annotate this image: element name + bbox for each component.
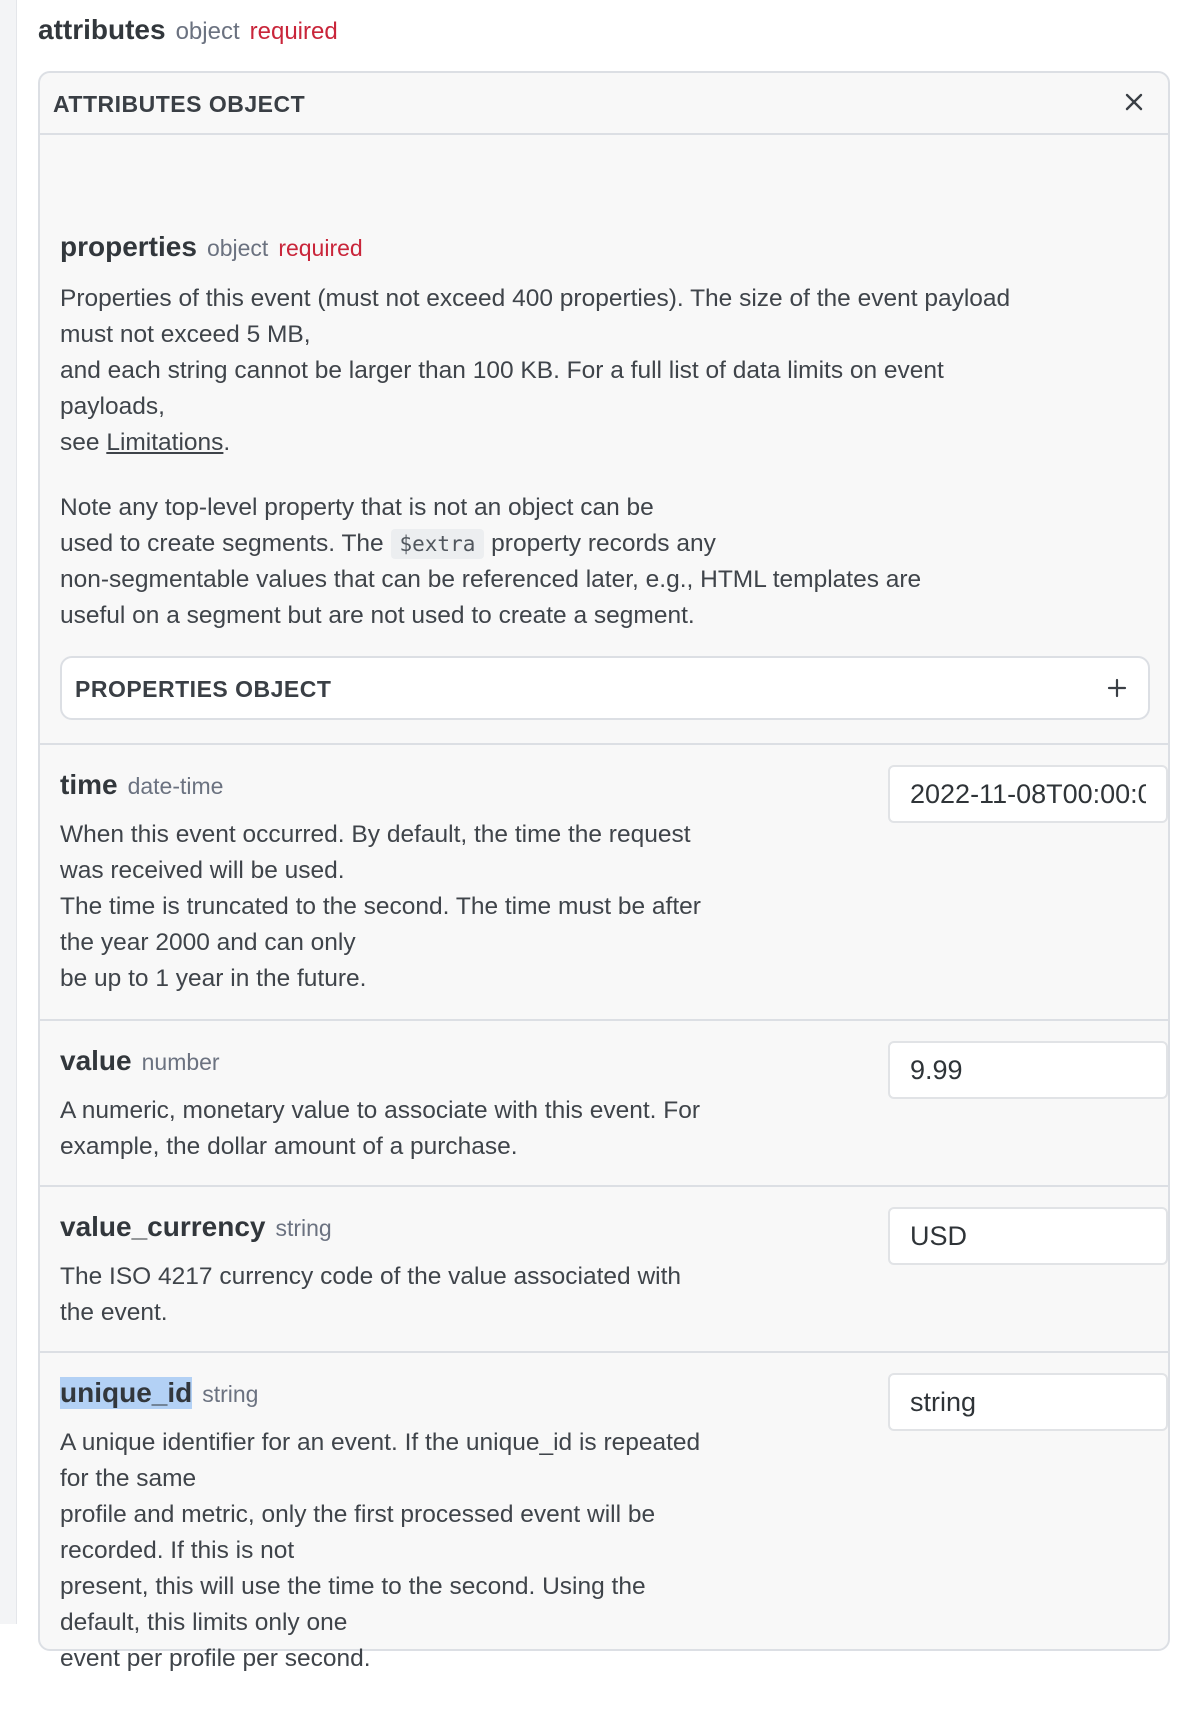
- see-prefix: see: [60, 429, 107, 456]
- desc-line: When this event occurred. By default, the time the request: [60, 821, 691, 848]
- desc-line: present, this will use the time to the second. Using the: [60, 1573, 646, 1600]
- value-currency-description: [60, 1259, 681, 1331]
- value-currency-section: [40, 1187, 1168, 1353]
- desc-line-see: [60, 425, 1010, 461]
- time-field-name: time: [60, 769, 118, 800]
- attributes-header: [38, 14, 338, 46]
- desc-line: was received will be used.: [60, 857, 345, 884]
- time-field-type: date-time: [127, 773, 224, 799]
- desc-line: The ISO 4217 currency code of the value associated with: [60, 1263, 682, 1290]
- desc-line: example, the dollar amount of a purchase.: [60, 1133, 518, 1160]
- time-description: [60, 817, 701, 997]
- value-currency-field-type: string: [275, 1215, 332, 1241]
- desc-line: be up to 1 year in the future.: [60, 965, 367, 992]
- value-field-type: number: [141, 1049, 220, 1075]
- close-icon[interactable]: [1120, 88, 1148, 116]
- properties-object-title: PROPERTIES OBJECT: [75, 676, 332, 702]
- attributes-object-panel: [38, 71, 1170, 1672]
- properties-required-badge: required: [278, 235, 363, 261]
- properties-field-name: properties: [60, 231, 197, 262]
- properties-section: [40, 135, 1168, 745]
- attributes-field-name: attributes: [38, 14, 166, 45]
- desc-line: must not exceed 5 MB,: [60, 321, 311, 348]
- value-currency-field-name: value_currency: [60, 1211, 266, 1242]
- attributes-field-type: object: [175, 18, 240, 45]
- see-suffix: .: [223, 429, 231, 456]
- value-field-name: value: [60, 1045, 132, 1076]
- time-header: [60, 769, 223, 801]
- desc-line: profile and metric, only the first processed event will be: [60, 1501, 656, 1528]
- desc-line: the event.: [60, 1299, 168, 1326]
- value-input[interactable]: [888, 1041, 1168, 1099]
- note-line: [60, 526, 921, 562]
- properties-description: [60, 281, 1010, 461]
- attributes-required-badge: required: [249, 18, 338, 45]
- properties-field-type: object: [206, 235, 269, 261]
- value-header: [60, 1045, 220, 1077]
- desc-line: for the same: [60, 1465, 197, 1492]
- properties-object-toggle[interactable]: [60, 656, 1150, 720]
- desc-line: A unique identifier for an event. If the unique_id is repeated: [60, 1429, 701, 1456]
- desc-line: recorded. If this is not: [60, 1537, 295, 1564]
- note-text: property records any: [484, 530, 716, 557]
- unique-id-field-type: string: [202, 1381, 259, 1407]
- note-line: non-segmentable values that can be referenced later, e.g., HTML templates are: [60, 566, 922, 593]
- note-line: Note any top-level property that is not an object can be: [60, 494, 654, 521]
- attributes-object-header: [40, 73, 1168, 135]
- value-description: [60, 1093, 700, 1165]
- desc-line: default, this limits only one: [60, 1609, 348, 1636]
- desc-line: and each string cannot be larger than 100 KB. For a full list of data limits on event: [60, 357, 944, 384]
- desc-line: The time is truncated to the second. The time must be after: [60, 893, 701, 920]
- value-currency-header: [60, 1211, 332, 1243]
- plus-icon[interactable]: [1105, 676, 1129, 700]
- unique-id-description: [60, 1425, 700, 1677]
- value-section: [40, 1021, 1168, 1187]
- unique-id-header: [60, 1377, 258, 1409]
- left-gutter: [0, 0, 17, 1624]
- value-currency-input[interactable]: [888, 1207, 1168, 1265]
- desc-line: A numeric, monetary value to associate with this event. For: [60, 1097, 701, 1124]
- note-text: used to create segments. The: [60, 530, 391, 557]
- desc-line: Properties of this event (must not exceed 400 properties). The size of the event payload: [60, 285, 1011, 312]
- unique-id-field-name: unique_id: [60, 1377, 193, 1408]
- properties-header: [60, 231, 363, 263]
- unique-id-input[interactable]: [888, 1373, 1168, 1431]
- attributes-object-title: ATTRIBUTES OBJECT: [53, 91, 306, 117]
- extra-code: $extra: [391, 529, 485, 559]
- limitations-link[interactable]: Limitations: [106, 429, 224, 456]
- properties-note: [60, 490, 921, 634]
- note-line: useful on a segment but are not used to create a segment.: [60, 602, 695, 629]
- desc-line: event per profile per second.: [60, 1645, 371, 1672]
- time-section: [40, 745, 1168, 1021]
- time-input[interactable]: [888, 765, 1168, 823]
- desc-line: the year 2000 and can only: [60, 929, 356, 956]
- desc-line: payloads,: [60, 393, 165, 420]
- unique-id-section: [40, 1353, 1168, 1713]
